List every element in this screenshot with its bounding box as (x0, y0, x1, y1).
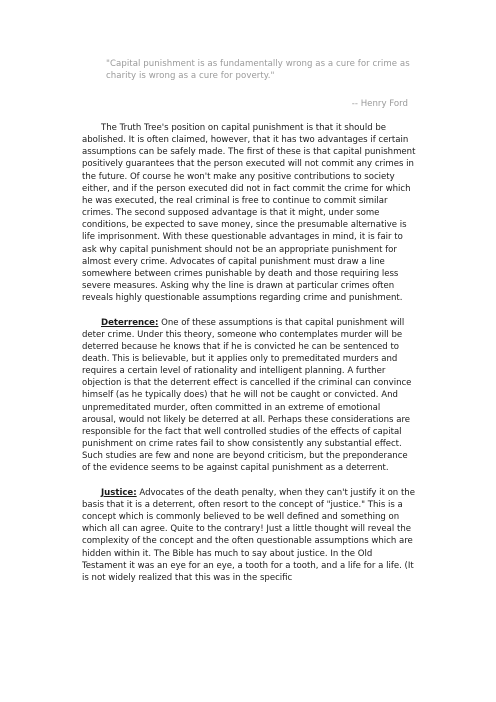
paragraph-justice-text: Advocates of the death penalty, when they can't justify it on the basis that it is a deterrent, often resort to the concept of "justice." This is a concept which is commonly believed to be well defined and something on which all can agree. Quite to the contrary! Just a little thought will reveal the complexity of the concept and the often questionable assumptions which are hidden within it. The Bible has much to say about justice. In the Old Testament it was an eye for an eye, a tooth for a tooth, and a life for a life. (It is not widely realized that this was in the specific (82, 487, 415, 583)
paragraph-justice (82, 487, 416, 584)
epigraph-attribution: -- Henry Ford (351, 99, 408, 109)
deterrence-heading: Deterrence: (101, 317, 159, 328)
paragraph-deterrence-text: One of these assumptions is that capital punishment will deter crime. Under this theory, someone who contemplates murder will be deterred because he knows that if he is convicted he can be sentenced to death. This is believable, but it applies only to premeditated murders and requires a certain level of rationality and intelligent planning. A further objection is that the deterrent effect is cancelled if the criminal can convince himself (as he typically does) that he will not be caught or convicted. And unpremeditated murder, often committed in an extreme of emotional arousal, would not likely be deterred at all. Perhaps these considerations are responsible for the fact that well controlled studies of the effects of capital punishment on crime rates fail to show consistently any substantial effect. Such studies are few and none are beyond criticism, but the preponderance of the evidence seems to be against capital punishment as a deterrent. (82, 317, 412, 474)
epigraph-quote: "Capital punishment is as fundamentally wrong as a cure for crime as charity is wrong as a cure for poverty." (106, 59, 410, 81)
paragraph-intro-text: The Truth Tree's position on capital punishment is that it should be abolished. It is often claimed, however, that it has two advantages if certain assumptions can be safely made. The first of these is that capital punishment positively guarantees that the person executed will not commit any crimes in the future. Of course he won't make any positive contributions to society either, and if the person executed did not in fact commit the crime for which he was executed, the real criminal is free to continue to commit similar crimes. The second supposed advantage is that it might, under some conditions, be expected to save money, since the presumable alternative is life imprisonment. With these questionable advantages in mind, it is fair to ask why capital punishment should not be an appropriate punishment for almost every crime. Advocates of capital punishment must draw a line somewhere between crimes punishable by death and those requiring less severe measures. Asking why the line is drawn at particular crimes often reveals highly questionable assumptions regarding crime and punishment. (82, 123, 416, 304)
document-body (82, 122, 416, 596)
justice-heading: Justice: (101, 487, 137, 498)
paragraph-intro (82, 122, 416, 304)
paragraph-deterrence (82, 317, 416, 475)
